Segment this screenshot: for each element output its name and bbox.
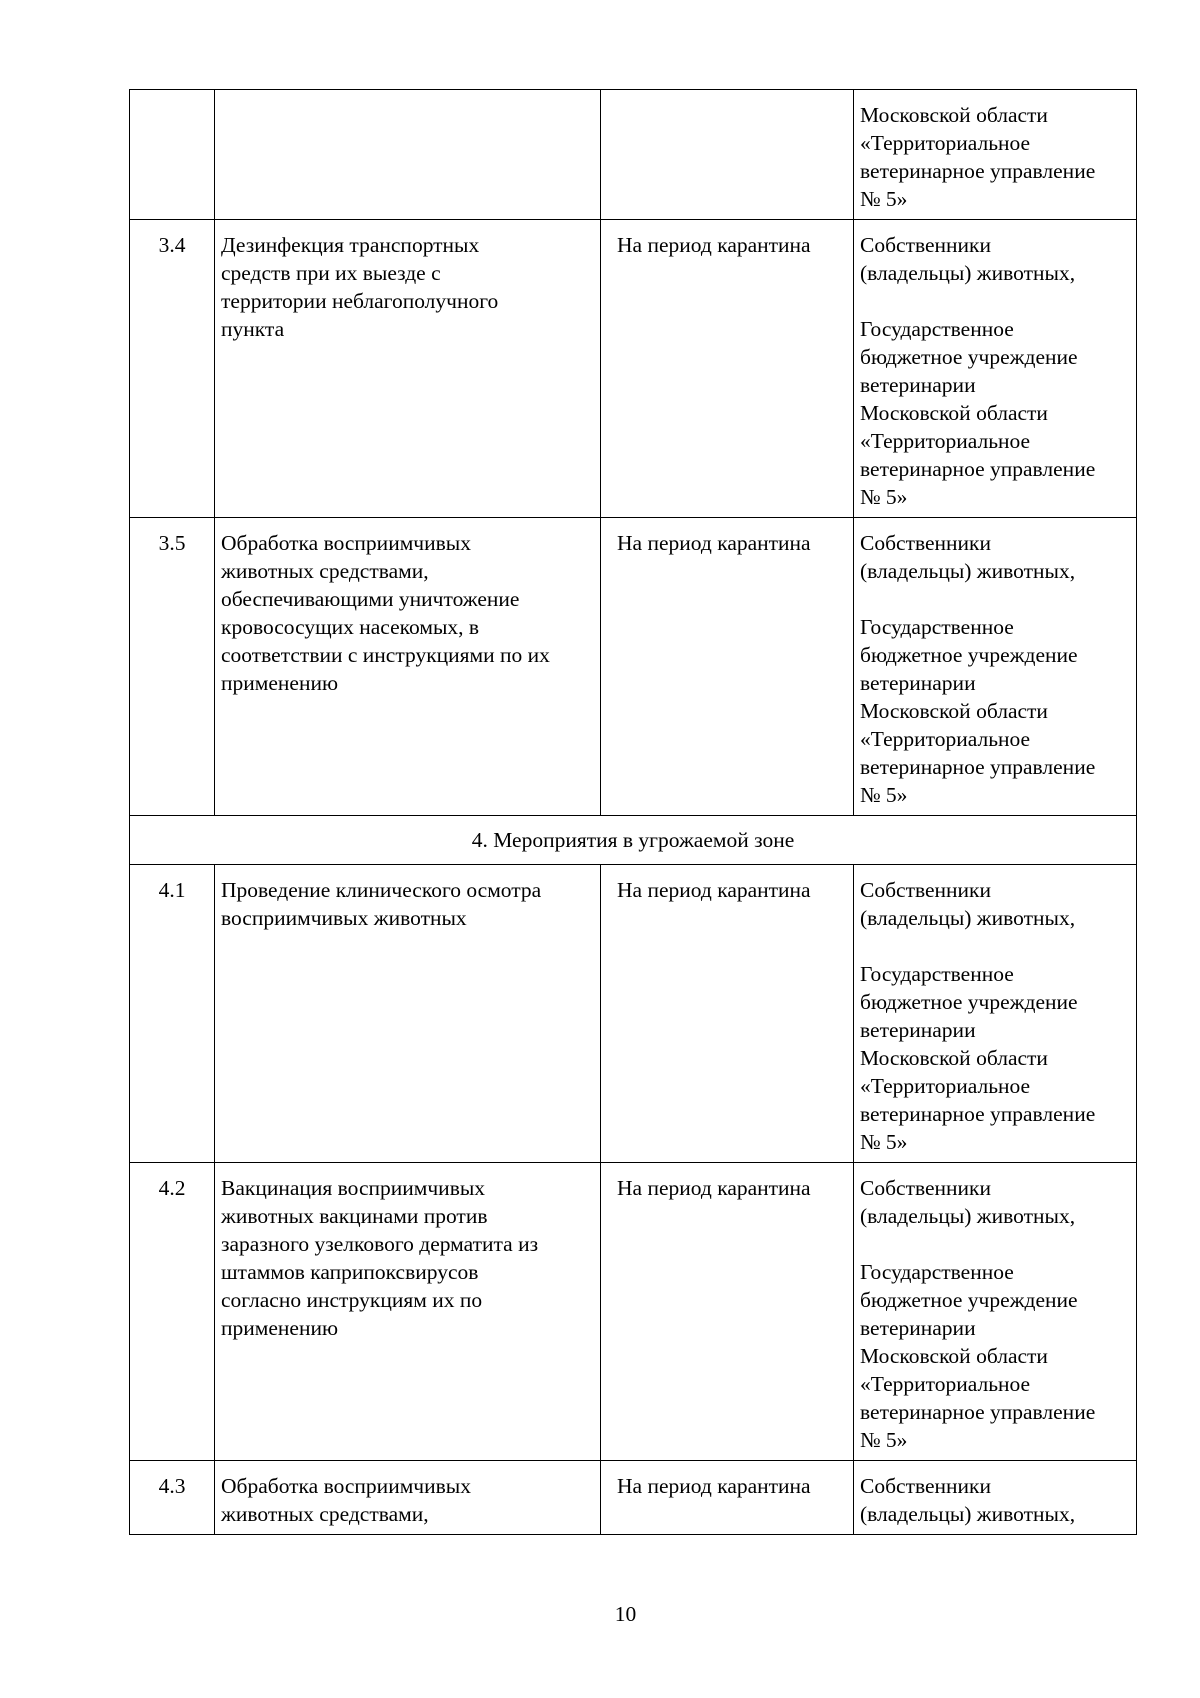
period-text: На период карантина	[617, 1176, 811, 1200]
agency-line: ветеринарии	[860, 1018, 976, 1042]
action-line: заразного узелкового дерматита из	[221, 1232, 539, 1256]
cell-period	[601, 1163, 854, 1461]
action-line: восприимчивых животных	[221, 906, 467, 930]
measures-table	[129, 89, 1137, 1535]
agency-line: ветеринарии	[860, 671, 976, 695]
period-text: На период карантина	[617, 1474, 811, 1498]
cell-action	[215, 1461, 601, 1535]
action-line: животных средствами,	[221, 559, 429, 583]
agency-line: бюджетное учреждение	[860, 990, 1078, 1014]
table-row	[130, 1461, 1137, 1535]
cell-responsible	[854, 865, 1137, 1163]
action-line: Вакцинация восприимчивых	[221, 1176, 486, 1200]
agency-line: Государственное	[860, 962, 1014, 986]
cell-action	[215, 865, 601, 1163]
cell-responsible	[854, 518, 1137, 816]
action-line: применению	[221, 671, 339, 695]
section-title: 4. Мероприятия в угрожаемой зоне	[130, 816, 1137, 865]
cell-period	[601, 865, 854, 1163]
table-row	[130, 865, 1137, 1163]
agency-line: «Территориальное	[860, 429, 1031, 453]
item-number: 4.2	[158, 1176, 186, 1200]
table-row	[130, 518, 1137, 816]
responsible-line: Московской области	[860, 103, 1048, 127]
agency-line: бюджетное учреждение	[860, 345, 1078, 369]
agency-line: № 5»	[860, 783, 908, 807]
owners-line: (владельцы) животных,	[860, 559, 1076, 583]
action-line: согласно инструкциям их по	[221, 1288, 483, 1312]
cell-period	[601, 220, 854, 518]
action-line: Дезинфекция транспортных	[221, 233, 480, 257]
agency-line: № 5»	[860, 1130, 908, 1154]
action-line: применению	[221, 1316, 339, 1340]
agency-line: Государственное	[860, 615, 1014, 639]
period-text: На период карантина	[617, 531, 811, 555]
action-line: животных вакцинами против	[221, 1204, 488, 1228]
agency-line: № 5»	[860, 485, 908, 509]
action-line: Обработка восприимчивых	[221, 531, 471, 555]
agency-line: Московской области	[860, 1046, 1048, 1070]
agency-line: ветеринарное управление	[860, 457, 1096, 481]
period-text: На период карантина	[617, 878, 811, 902]
responsible-line: «Территориальное	[860, 131, 1031, 155]
table-row	[130, 1163, 1137, 1461]
owners-line: Собственники	[860, 878, 992, 902]
cell-action	[215, 1163, 601, 1461]
page-number: 10	[614, 1602, 637, 1626]
agency-line: ветеринарное управление	[860, 1102, 1096, 1126]
section-header-row	[130, 816, 1137, 865]
owners-line: Собственники	[860, 531, 992, 555]
agency-line: Московской области	[860, 401, 1048, 425]
agency-line: «Территориальное	[860, 1074, 1031, 1098]
cell-num	[130, 1163, 215, 1461]
owners-line: Собственники	[860, 1176, 992, 1200]
table-row	[130, 220, 1137, 518]
measures-table-body	[130, 90, 1137, 1535]
item-number: 4.3	[158, 1474, 186, 1498]
cell-responsible	[854, 1163, 1137, 1461]
cell-responsible	[854, 220, 1137, 518]
owners-line: (владельцы) животных,	[860, 1204, 1076, 1228]
agency-line: ветеринарии	[860, 373, 976, 397]
agency-line: Государственное	[860, 317, 1014, 341]
cell-num-empty	[130, 90, 215, 220]
agency-line: Московской области	[860, 699, 1048, 723]
cell-num	[130, 865, 215, 1163]
action-line: пункта	[221, 317, 285, 341]
cell-action	[215, 518, 601, 816]
agency-line: ветеринарии	[860, 1316, 976, 1340]
action-line: обеспечивающими уничтожение	[221, 587, 520, 611]
action-line: Обработка восприимчивых	[221, 1474, 471, 1498]
item-number: 3.4	[158, 233, 186, 257]
responsible-line: ветеринарное управление	[860, 159, 1096, 183]
action-line: животных средствами,	[221, 1502, 429, 1526]
cell-num	[130, 518, 215, 816]
action-line: территории неблагополучного	[221, 289, 499, 313]
action-line: штаммов каприпоксвирусов	[221, 1260, 479, 1284]
responsible-line: № 5»	[860, 187, 908, 211]
action-line: соответствии с инструкциями по их	[221, 643, 550, 667]
table-row-continuation	[130, 90, 1137, 220]
agency-line: Государственное	[860, 1260, 1014, 1284]
agency-line: № 5»	[860, 1428, 908, 1452]
cell-action	[215, 220, 601, 518]
agency-line: ветеринарное управление	[860, 755, 1096, 779]
owners-line: (владельцы) животных,	[860, 1502, 1076, 1526]
agency-line: бюджетное учреждение	[860, 1288, 1078, 1312]
agency-line: «Территориальное	[860, 727, 1031, 751]
cell-num	[130, 220, 215, 518]
agency-line: Московской области	[860, 1344, 1048, 1368]
cell-action-empty	[215, 90, 601, 220]
cell-period	[601, 1461, 854, 1535]
agency-line: бюджетное учреждение	[860, 643, 1078, 667]
item-number: 3.5	[158, 531, 186, 555]
cell-responsible	[854, 1461, 1137, 1535]
agency-line: ветеринарное управление	[860, 1400, 1096, 1424]
owners-line: Собственники	[860, 233, 992, 257]
item-number: 4.1	[158, 878, 186, 902]
owners-line: Собственники	[860, 1474, 992, 1498]
agency-line: «Территориальное	[860, 1372, 1031, 1396]
cell-num	[130, 1461, 215, 1535]
action-line: Проведение клинического осмотра	[221, 878, 542, 902]
cell-period-empty	[601, 90, 854, 220]
cell-period	[601, 518, 854, 816]
cell-responsible	[854, 90, 1137, 220]
owners-line: (владельцы) животных,	[860, 261, 1076, 285]
action-line: кровососущих насекомых, в	[221, 615, 480, 639]
period-text: На период карантина	[617, 233, 811, 257]
action-line: средств при их выезде с	[221, 261, 441, 285]
owners-line: (владельцы) животных,	[860, 906, 1076, 930]
